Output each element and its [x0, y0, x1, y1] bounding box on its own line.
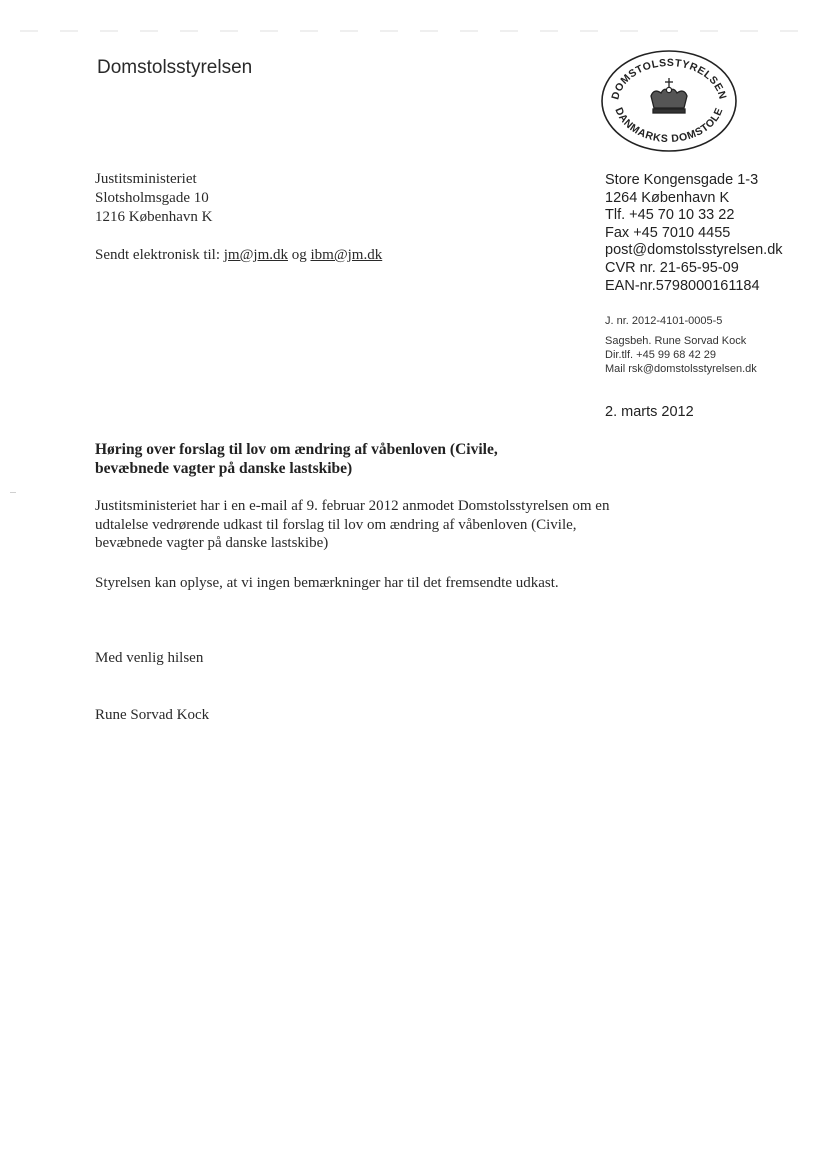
- crown-icon: [651, 78, 687, 113]
- closing-greeting: Med venlig hilsen: [95, 650, 204, 666]
- email-link-ibm[interactable]: ibm@jm.dk: [310, 247, 383, 263]
- body-paragraph-2: Styrelsen kan oplyse, at vi ingen bemærkninger har til det fremsendte udkast.: [95, 575, 559, 591]
- sender-line: 1264 København K: [605, 189, 730, 206]
- case-handler: Sagsbeh. Rune Sorvad Kock: [605, 335, 747, 347]
- signature-name: Rune Sorvad Kock: [95, 707, 210, 723]
- email-link-jm[interactable]: jm@jm.dk: [223, 247, 288, 263]
- sender-line: Store Kongensgade 1-3: [605, 172, 759, 188]
- case-mail: Mail rsk@domstolsstyrelsen.dk: [605, 363, 757, 375]
- recipient-line: Justitsministeriet: [95, 171, 197, 187]
- organization-name: Domstolsstyrelsen: [97, 57, 253, 78]
- sender-email: post@domstolsstyrelsen.dk: [605, 242, 783, 259]
- sent-electronically-line: [95, 247, 382, 264]
- recipient-address: [95, 170, 212, 227]
- body-paragraph-1: Justitsministeriet har i en e-mail af 9. februar 2012 anmodet Domstolsstyrelsen om en udtalelse vedrørende udkast til forslag til lov om ændring af våbenloven (Civile, bevæbnede vagter på danske lastskibe): [95, 498, 610, 551]
- seal-logo: [598, 48, 740, 156]
- recipient-line: Slotsholmsgade 10: [95, 190, 209, 206]
- sender-line: Fax +45 7010 4455: [605, 224, 731, 241]
- scan-mark: [10, 492, 16, 493]
- case-details: [605, 314, 757, 376]
- seal-bottom-text: DANMARKS DOMSTOLE: [612, 105, 726, 146]
- sender-line: CVR nr. 21-65-95-09: [605, 259, 739, 276]
- sender-address: [605, 172, 783, 295]
- case-phone: Dir.tlf. +45 99 68 42 29: [605, 349, 716, 361]
- sent-prefix: Sendt elektronisk til:: [95, 247, 224, 263]
- seal-top-text: DOMSTOLSSTYRELSEN: [609, 56, 729, 101]
- recipient-line: 1216 København K: [95, 209, 213, 225]
- scan-artifact: [20, 30, 820, 32]
- sender-line: Tlf. +45 70 10 33 22: [605, 207, 735, 224]
- journal-number: J. nr. 2012-4101-0005-5: [605, 315, 723, 327]
- sent-conjunction: og: [287, 247, 311, 263]
- sender-line: EAN-nr.5798000161184: [605, 277, 760, 294]
- letter-date: 2. marts 2012: [605, 404, 694, 420]
- letter-subject: Høring over forslag til lov om ændring af våbenloven (Civile, bevæbnede vagter på danske lastskibe): [95, 441, 498, 477]
